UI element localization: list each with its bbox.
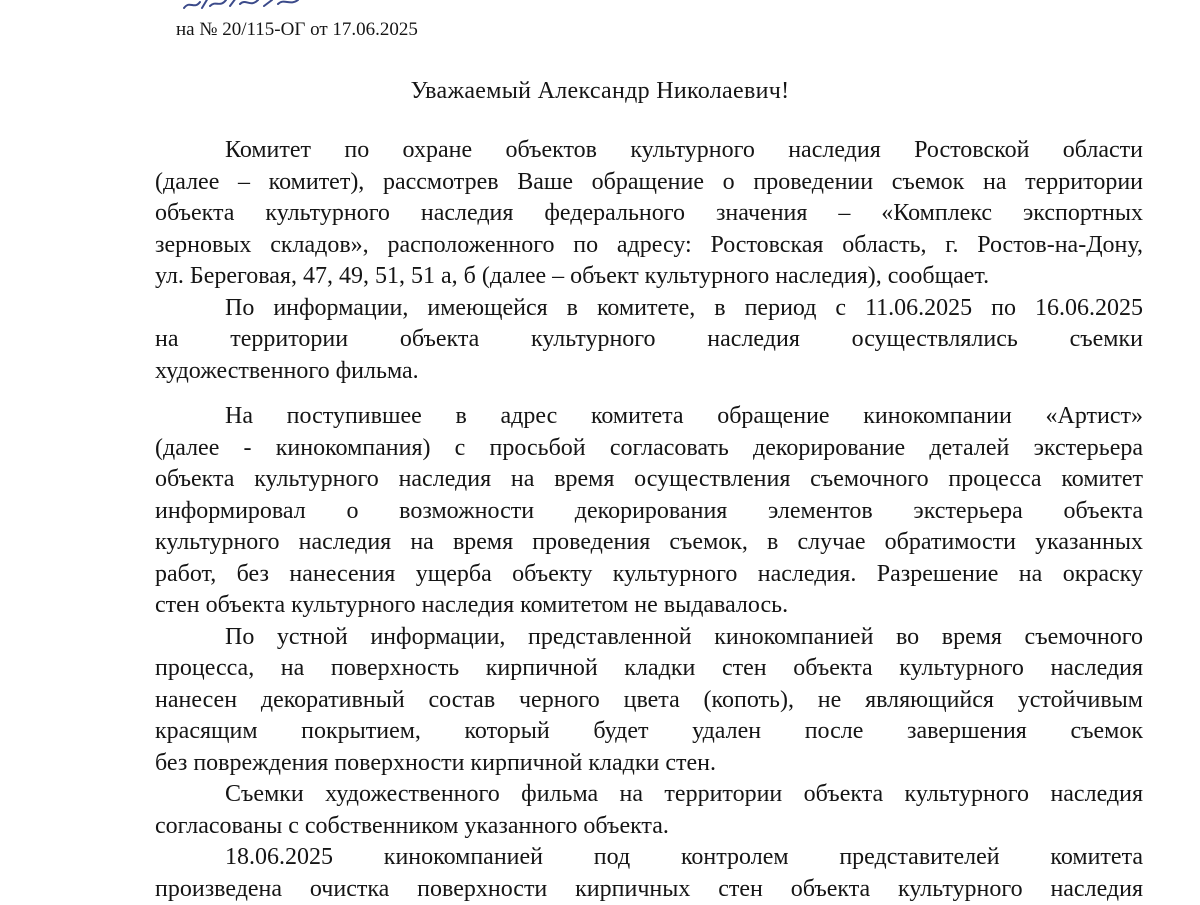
text-line: культурного наследия на время проведения съемок, в случае обратимости указанных (155, 527, 1143, 559)
text-line: По устной информации, представленной кинокомпанией во время съемочного (155, 622, 1143, 654)
text-line: на территории объекта культурного наследия осуществлялись съемки (155, 324, 1143, 356)
handwritten-mark (180, 0, 310, 14)
text-line: стен объекта культурного наследия комитетом не выдавалось. (155, 590, 1143, 622)
text-line: объекта культурного наследия на время осуществления съемочного процесса комитет (155, 464, 1143, 496)
paragraph-committee-review (155, 135, 1143, 293)
text-line: информировал о возможности декорирования элементов экстерьера объекта (155, 496, 1143, 528)
text-line: согласованы с собственником указанного объекта. (155, 811, 1143, 843)
paragraph-decoration-request (155, 401, 1143, 622)
text-line: (далее - кинокомпания) с просьбой согласовать декорирование деталей экстерьера (155, 433, 1143, 465)
text-line: (далее – комитет), рассмотрев Ваше обращение о проведении съемок на территории (155, 167, 1143, 199)
text-line: 18.06.2025 кинокомпанией под контролем представителей комитета (155, 842, 1143, 874)
text-line: Съемки художественного фильма на территории объекта культурного наследия (155, 779, 1143, 811)
letter-body (155, 135, 1143, 905)
text-line: процесса, на поверхность кирпичной кладки стен объекта культурного наследия (155, 653, 1143, 685)
text-line: произведена очистка поверхности кирпичных стен объекта культурного наследия (155, 874, 1143, 905)
text-line: художественного фильма. (155, 356, 1143, 388)
text-line: без повреждения поверхности кирпичной кладки стен. (155, 748, 1143, 780)
text-line: красящим покрытием, который будет удален после завершения съемок (155, 716, 1143, 748)
text-line: На поступившее в адрес комитета обращение кинокомпании «Артист» (155, 401, 1143, 433)
paragraph-owner-agreement (155, 779, 1143, 842)
text-line: ул. Береговая, 47, 49, 51, 51 а, б (далее – объект культурного наследия), сообщает. (155, 261, 1143, 293)
text-line: объекта культурного наследия федерального значения – «Комплекс экспортных (155, 198, 1143, 230)
paragraph-filming-period (155, 293, 1143, 388)
text-line: работ, без нанесения ущерба объекту культурного наследия. Разрешение на окраску (155, 559, 1143, 591)
text-line: нанесен декоративный состав черного цвета (копоть), не являющийся устойчивым (155, 685, 1143, 717)
text-line: По информации, имеющейся в комитете, в период с 11.06.2025 по 16.06.2025 (155, 293, 1143, 325)
paragraph-cleaning (155, 842, 1143, 905)
text-line: Комитет по охране объектов культурного наследия Ростовской области (155, 135, 1143, 167)
greeting: Уважаемый Александр Николаевич! (0, 76, 1200, 106)
paragraph-oral-information (155, 622, 1143, 780)
reference-number: на № 20/115-ОГ от 17.06.2025 (176, 18, 418, 42)
text-line: зерновых складов», расположенного по адресу: Ростовская область, г. Ростов-на-Дону, (155, 230, 1143, 262)
